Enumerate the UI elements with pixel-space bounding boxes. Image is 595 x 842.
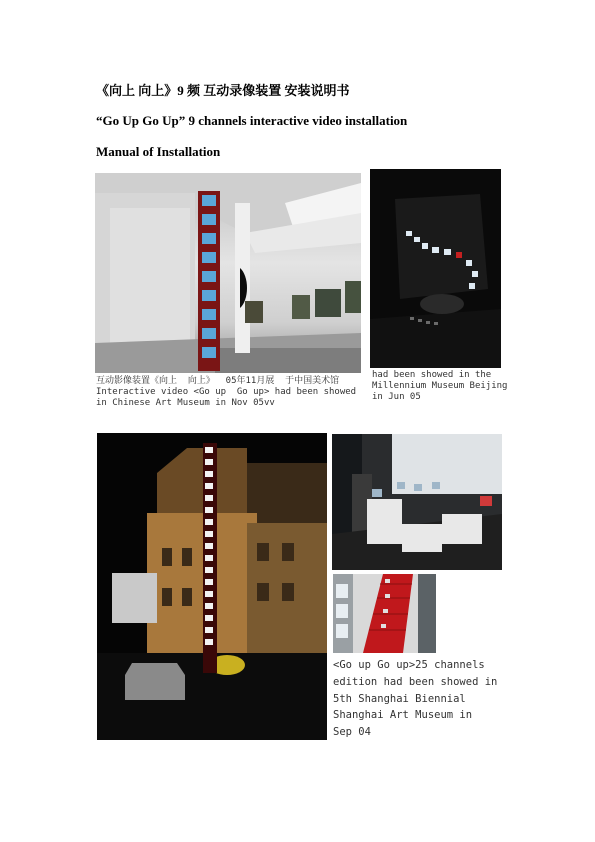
control-room-photo xyxy=(332,434,502,570)
manual-title: Manual of Installation xyxy=(96,144,221,159)
gallery-installation-photo xyxy=(95,173,361,373)
chinese-title: 《向上 向上》9 频 互动录像装置 安装说明书 xyxy=(96,83,350,98)
red-stairs-photo xyxy=(333,574,436,653)
shanghai-photo-caption: <Go up Go up>25 channels edition had been showed in 5th Shanghai Biennial Shanghai Art Museum in Sep 04 xyxy=(333,659,498,739)
millennium-museum-photo xyxy=(370,169,501,368)
english-title: “Go Up Go Up” 9 channels interactive video installation xyxy=(96,113,408,128)
gallery-photo-caption: 互动影像装置《向上 向上》 05年11月展 于中国美术馆 Interactive video <Go up Go up> had been showed in Chinese Art Museum in Nov 05vv xyxy=(96,376,357,408)
millennium-photo-caption: had been showed in the Millennium Museum Beijing in Jun 05 xyxy=(372,370,508,402)
shanghai-night-building-photo xyxy=(97,433,327,740)
